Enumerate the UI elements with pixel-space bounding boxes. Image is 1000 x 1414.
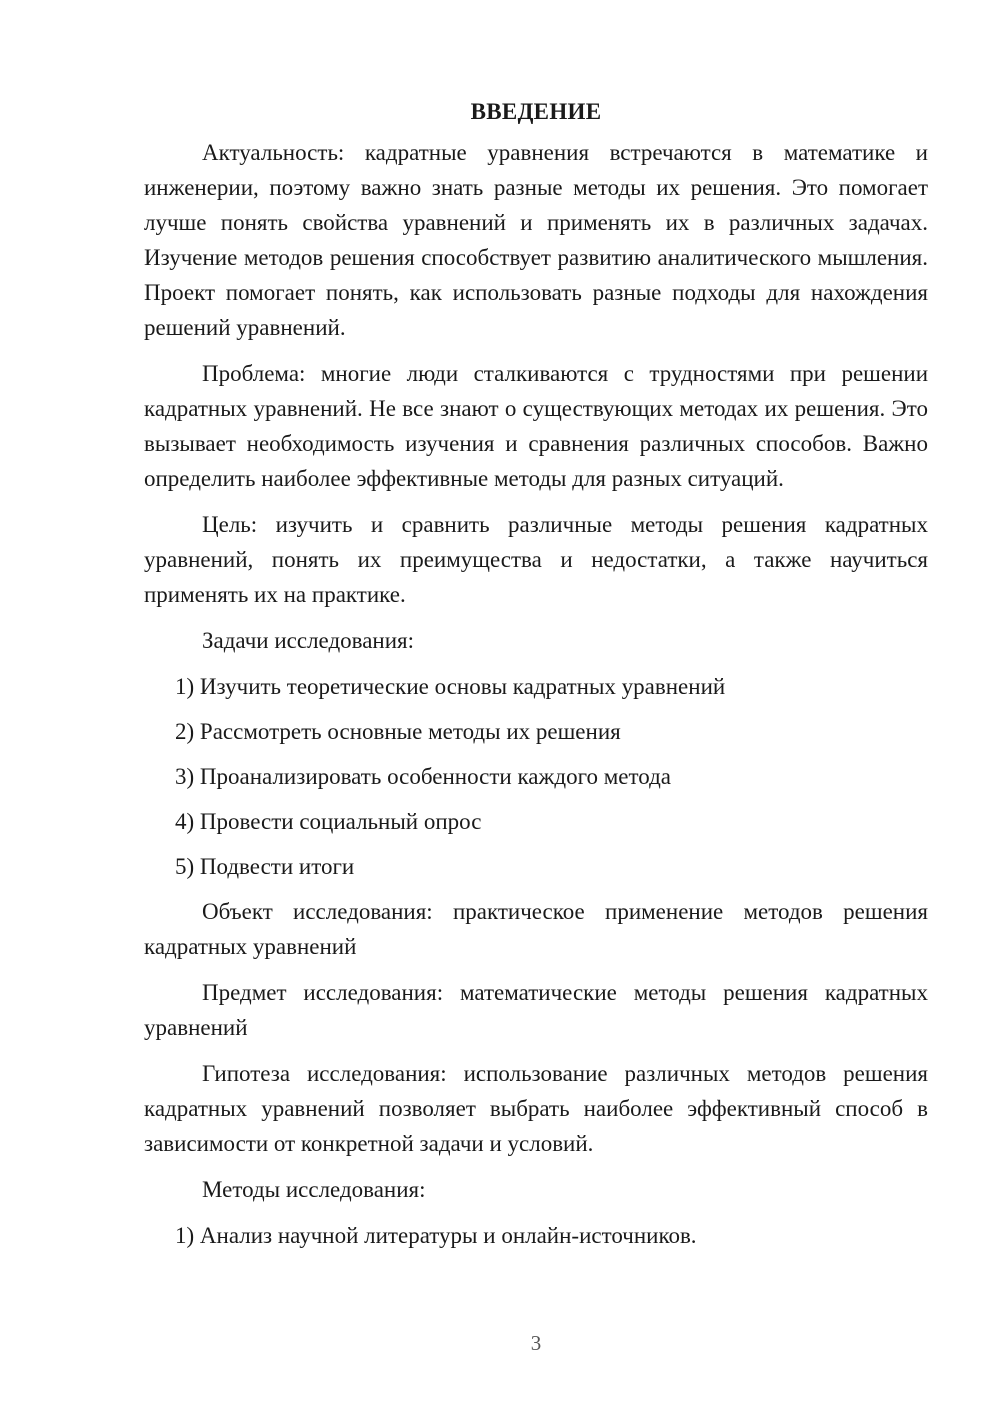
list-item: 2) Рассмотреть основные методы их решения bbox=[175, 719, 621, 744]
page-title: ВВЕДЕНИЕ bbox=[470, 99, 602, 124]
relevance-paragraph: Актуальность: кадратные уравнения встречаются в математике и инженерии, поэтому важно знать разные методы их решения. Это помогает лучше понять свойства уравнений и применять их в различных задачах. Изучение методов решения способствует развитию аналитического мышления. Проект помогает понять, как использовать разные подходы для нахождения решений уравнений. bbox=[144, 140, 928, 340]
object-paragraph: Объект исследования: практическое применение методов решения кадратных уравнений bbox=[144, 899, 928, 959]
problem-paragraph: Проблема: многие люди сталкиваются с трудностями при решении кадратных уравнений. Не все знают о существующих методах их решения. Это вызывает необходимость изучения и сравнения различных способов. Важно определить наиболее эффективные методы для разных ситуаций. bbox=[144, 361, 928, 491]
list-item: 5) Подвести итоги bbox=[175, 854, 355, 879]
list-item: 1) Анализ научной литературы и онлайн-источников. bbox=[175, 1223, 697, 1248]
list-item: 3) Проанализировать особенности каждого метода bbox=[175, 764, 671, 789]
subject-paragraph: Предмет исследования: математические методы решения кадратных уравнений bbox=[144, 980, 928, 1040]
goal-paragraph: Цель: изучить и сравнить различные методы решения кадратных уравнений, понять их преимущества и недостатки, а также научиться применять их на практике. bbox=[144, 512, 928, 607]
list-item: 4) Провести социальный опрос bbox=[175, 809, 482, 834]
page-number: 3 bbox=[530, 1331, 542, 1355]
document-page bbox=[144, 94, 928, 1263]
tasks-heading: Задачи исследования: bbox=[202, 628, 415, 653]
tasks-list bbox=[144, 669, 928, 884]
list-item: 1) Изучить теоретические основы кадратных уравнений bbox=[175, 674, 726, 699]
methods-list bbox=[144, 1218, 928, 1253]
methods-heading: Методы исследования: bbox=[202, 1177, 426, 1202]
hypothesis-paragraph: Гипотеза исследования: использование различных методов решения кадратных уравнений позволяет выбрать наиболее эффективный способ в зависимости от конкретной задачи и условий. bbox=[144, 1061, 928, 1156]
